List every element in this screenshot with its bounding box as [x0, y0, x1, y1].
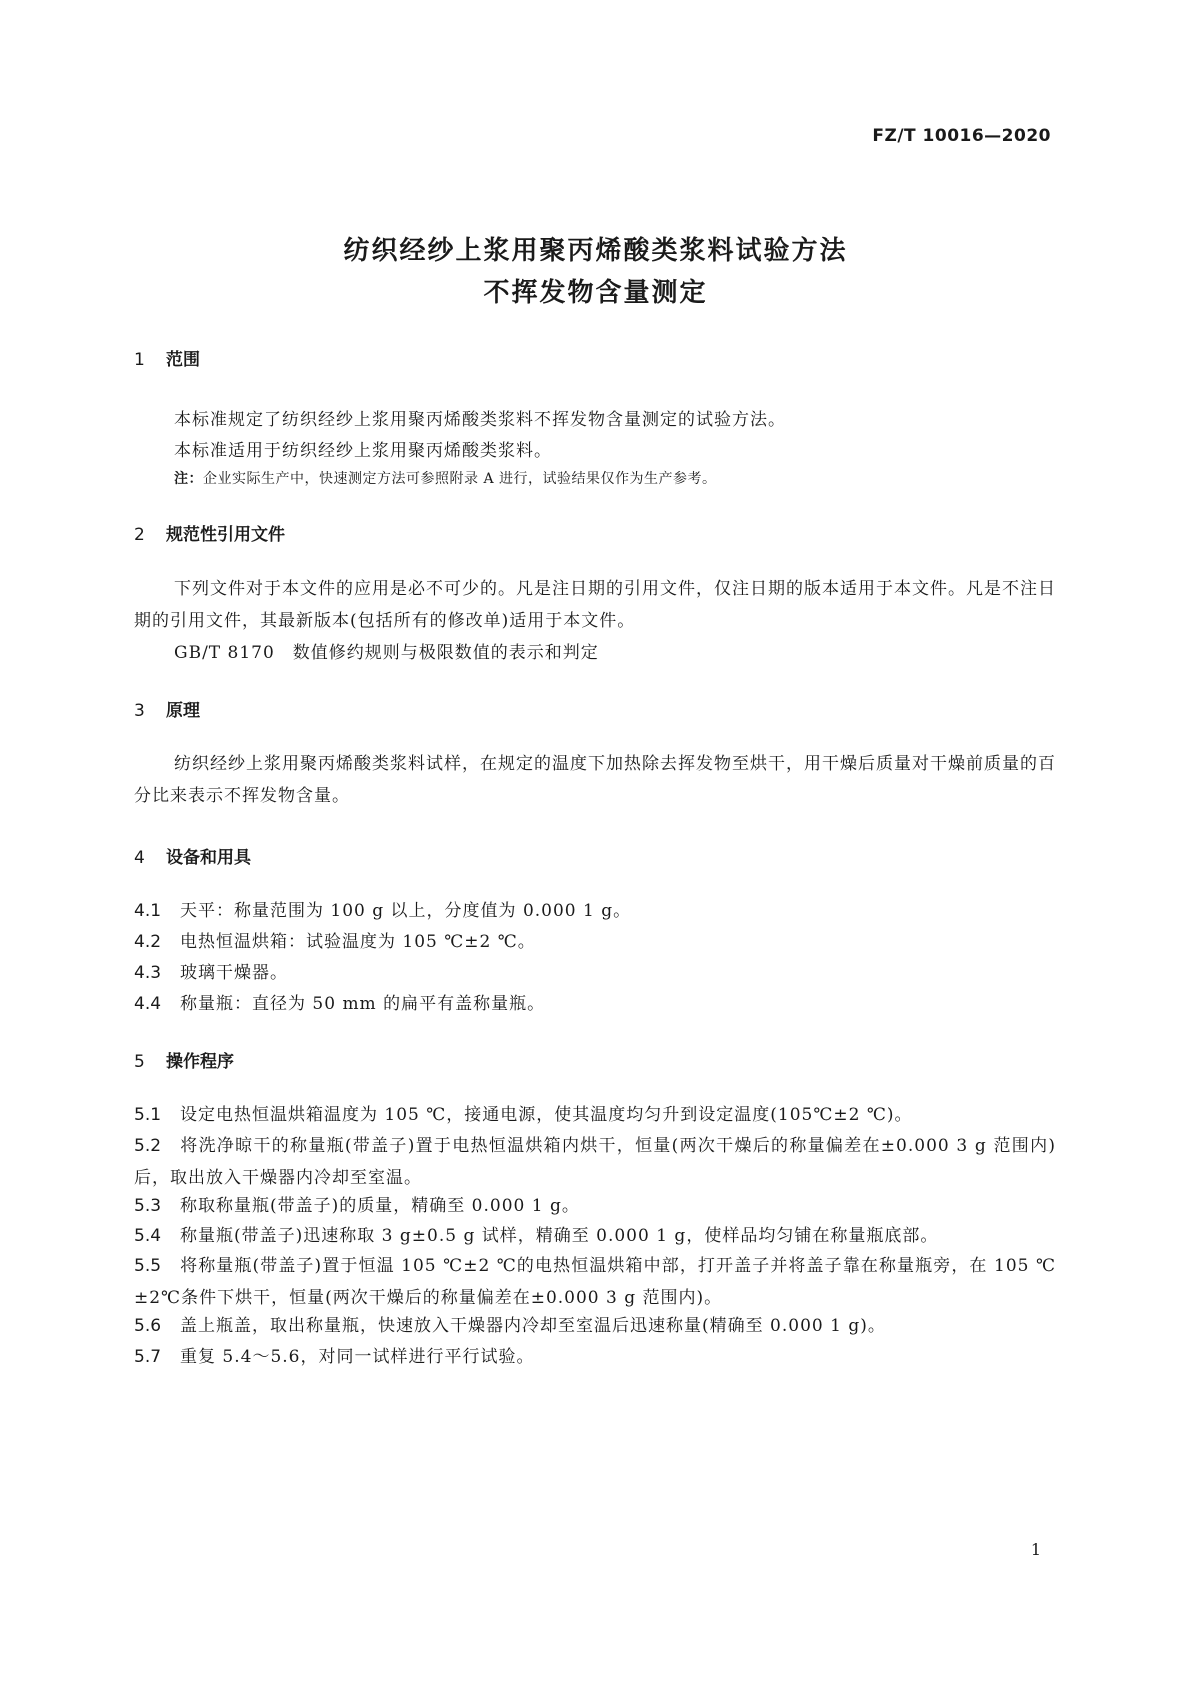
list-item-5-2: [134, 1130, 1056, 1194]
section-5-heading: [134, 1047, 234, 1072]
normative-reference-gb-t-8170: GB/T 8170 数值修约规则与极限数值的表示和判定: [174, 643, 599, 663]
list-item-5-6: [134, 1310, 1056, 1342]
item-number: 5.7: [134, 1347, 162, 1367]
note-label: 注：: [174, 471, 203, 487]
item-number: 5.5: [134, 1256, 162, 1276]
section-3-title: 原理: [166, 701, 200, 721]
section-2-paragraph: 下列文件对于本文件的应用是必不可少的。凡是注日期的引用文件，仅注日期的版本适用于本文件。凡是不注日期的引用文件，其最新版本(包括所有的修改单)适用于本文件。: [134, 579, 1056, 631]
item-number: 4.3: [134, 963, 162, 983]
item-text: 将洗净晾干的称量瓶(带盖子)置于电热恒温烘箱内烘干，恒量(两次干燥后的称量偏差在±0.000 3 g 范围内)后，取出放入干燥器内冷却至室温。: [134, 1136, 1056, 1188]
item-text: 设定电热恒温烘箱温度为 105 ℃，接通电源，使其温度均匀升到设定温度(105℃±2 ℃)。: [180, 1105, 913, 1125]
section-1-note: [174, 468, 717, 488]
item-number: 5.1: [134, 1105, 162, 1125]
list-item-5-1: [134, 1099, 1056, 1131]
section-5-title: 操作程序: [166, 1052, 234, 1072]
item-text: 电热恒温烘箱：试验温度为 105 ℃±2 ℃。: [180, 932, 536, 952]
item-number: 5.6: [134, 1316, 162, 1336]
item-number: 5.3: [134, 1196, 162, 1216]
document-title-line-2: 不挥发物含量测定: [483, 278, 708, 308]
list-item-5-5: [134, 1250, 1056, 1314]
item-number: 5.2: [134, 1136, 162, 1156]
page-number: 1: [1030, 1540, 1041, 1559]
list-item-4-1: [134, 895, 1056, 927]
note-text: 企业实际生产中，快速测定方法可参照附录 A 进行，试验结果仅作为生产参考。: [203, 471, 717, 487]
item-text: 称量瓶：直径为 50 mm 的扁平有盖称量瓶。: [180, 994, 546, 1014]
list-item-4-4: [134, 988, 1056, 1020]
section-2-heading: [134, 520, 285, 545]
section-4-heading: [134, 843, 251, 868]
item-text: 玻璃干燥器。: [180, 963, 288, 983]
standard-number: FZ/T 10016—2020: [872, 126, 1051, 146]
item-number: 4.4: [134, 994, 162, 1014]
section-1-number: 1: [134, 350, 145, 370]
section-3-heading: [134, 696, 200, 721]
item-number: 4.1: [134, 901, 162, 921]
list-item-4-2: [134, 926, 1056, 958]
item-text: 称取称量瓶(带盖子)的质量，精确至 0.000 1 g。: [180, 1196, 580, 1216]
item-text: 将称量瓶(带盖子)置于恒温 105 ℃±2 ℃的电热恒温烘箱中部，打开盖子并将盖子靠在称量瓶旁，在 105 ℃±2℃条件下烘干，恒量(两次干燥后的称量偏差在±0.000 3 g 范围内)。: [134, 1256, 1056, 1308]
item-text: 重复 5.4～5.6，对同一试样进行平行试验。: [180, 1347, 535, 1367]
list-item-5-7: [134, 1341, 1056, 1373]
section-3-paragraph: 纺织经纱上浆用聚丙烯酸类浆料试样，在规定的温度下加热除去挥发物至烘干，用干燥后质量对干燥前质量的百分比来表示不挥发物含量。: [134, 754, 1056, 806]
section-1-paragraph-2: 本标准适用于纺织经纱上浆用聚丙烯酸类浆料。: [174, 441, 552, 461]
section-2-number: 2: [134, 525, 145, 545]
document-title-line-1: 纺织经纱上浆用聚丙烯酸类浆料试验方法: [343, 236, 848, 266]
list-item-4-3: [134, 957, 1056, 989]
section-5-number: 5: [134, 1052, 145, 1072]
section-3-number: 3: [134, 701, 145, 721]
list-item-5-3: [134, 1190, 1056, 1222]
item-number: 5.4: [134, 1226, 162, 1246]
section-1-paragraph-1: 本标准规定了纺织经纱上浆用聚丙烯酸类浆料不挥发物含量测定的试验方法。: [174, 410, 786, 430]
item-number: 4.2: [134, 932, 162, 952]
section-1-heading: [134, 345, 200, 370]
item-text: 盖上瓶盖，取出称量瓶，快速放入干燥器内冷却至室温后迅速称量(精确至 0.000 1 g)。: [180, 1316, 886, 1336]
item-text: 称量瓶(带盖子)迅速称取 3 g±0.5 g 试样，精确至 0.000 1 g，使样品均匀铺在称量瓶底部。: [180, 1226, 939, 1246]
item-text: 天平：称量范围为 100 g 以上，分度值为 0.000 1 g。: [180, 901, 632, 921]
section-2-title: 规范性引用文件: [166, 525, 285, 545]
section-4-title: 设备和用具: [166, 848, 251, 868]
section-4-number: 4: [134, 848, 145, 868]
section-1-title: 范围: [166, 350, 200, 370]
list-item-5-4: [134, 1220, 1056, 1252]
